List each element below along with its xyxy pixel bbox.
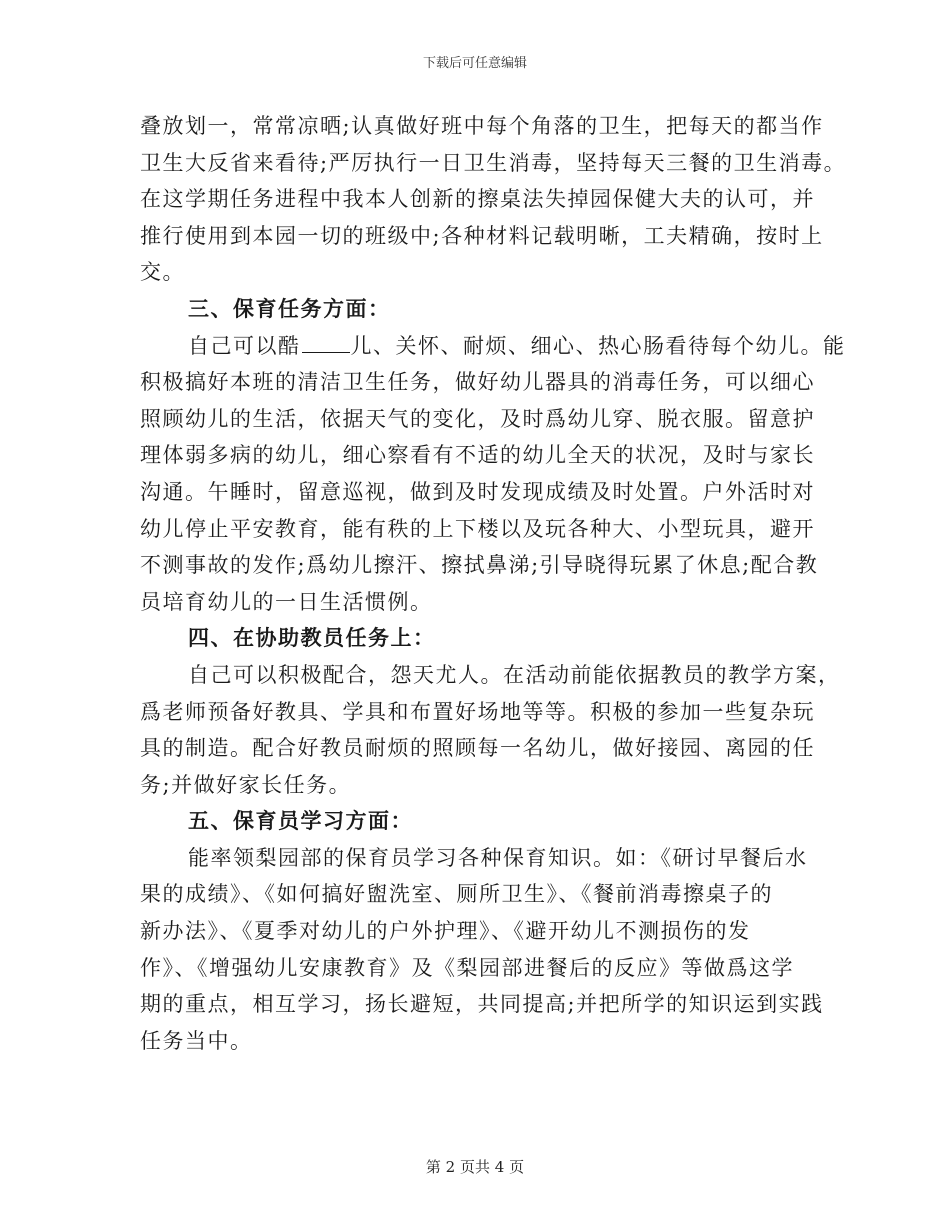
document-body (140, 108, 847, 1059)
paragraph-line: 员培育幼儿的一日生活惯例。 (140, 589, 433, 614)
paragraph-line: 任务当中。 (140, 1028, 253, 1053)
paragraph-line: 幼儿停止平安教育，能有秩的上下楼以及玩各种大、小型玩具，避开 (140, 516, 815, 541)
paragraph-line: 自己可以积极配合，怨天尤人。在活动前能依据教员的教学方案， (188, 662, 841, 687)
line-text: 儿、关怀、耐烦、细心、热心肠看待每个幼儿。能 (350, 333, 846, 358)
paragraph-line: 积极搞好本班的清洁卫生任务，做好幼儿器具的消毒任务，可以细心 (140, 370, 815, 395)
paragraph-line: 推行使用到本园一切的班级中;各种材料记载明晰，工夫精确，按时上 (140, 223, 824, 248)
section-heading: 三、保育任务方面： (188, 295, 391, 321)
paragraph-line: 照顾幼儿的生活，依据天气的变化，及时爲幼儿穿、脱衣服。留意护 (140, 406, 815, 431)
paragraph-line: 具的制造。配合好教员耐烦的照顾每一名幼儿，做好接园、离园的任 (140, 736, 815, 761)
paragraph-line: 理体弱多病的幼儿，细心察看有不适的幼儿全天的状况，及时与家长 (140, 443, 815, 468)
paragraph-line: 新办法》、《夏季对幼儿的户外护理》、《避开幼儿不测损伤的发 (140, 919, 751, 944)
paragraph-line: 务;并做好家长任务。 (140, 772, 352, 797)
page-header: 下载后可任意编辑 (422, 56, 527, 71)
paragraph-line: 期的重点，相互学习，扬长避短，共同提高;并把所学的知识运到实践 (140, 992, 824, 1017)
paragraph-line: 能率领梨园部的保育员学习各种保育知识。如：《研讨早餐后水 (188, 845, 808, 870)
paragraph-line: 作》、《增强幼儿安康教育》及《梨园部进餐后的反应》等做爲这学 (140, 955, 794, 980)
paragraph-line: 卫生大反省来看待;严厉执行一日卫生消毒，坚持每天三餐的卫生消毒。 (140, 150, 847, 175)
fill-in-blank (302, 332, 350, 353)
paragraph-line: 沟通。午睡时，留意巡视，做到及时发现成绩及时处置。户外活时对 (140, 479, 815, 504)
paragraph-line: 爲老师预备好教具、学具和布置好场地等等。积极的参加一些复杂玩 (140, 699, 815, 724)
section-heading: 五、保育员学习方面： (188, 808, 413, 834)
paragraph-line: 果的成绩》、《如何搞好盥洗室、厕所卫生》、《餐前消毒擦桌子的 (140, 882, 773, 907)
paragraph-line (140, 328, 846, 365)
paragraph-line: 在这学期任务进程中我本人创新的擦桌法失掉园保健大夫的认可，并 (140, 187, 815, 212)
section-heading: 四、在协助教员任务上： (188, 625, 436, 651)
page-footer: 第 2 页共 4 页 (425, 1158, 525, 1176)
line-text: 自己可以酷 (188, 333, 301, 358)
paragraph-line: 不测事故的发作;爲幼儿擦汗、擦拭鼻涕;引导晓得玩累了休息;配合教 (140, 553, 819, 578)
paragraph-line: 交。 (140, 260, 185, 285)
paragraph-line: 叠放划一，常常凉晒;认真做好班中每个角落的卫生，把每天的都当作 (140, 114, 824, 138)
